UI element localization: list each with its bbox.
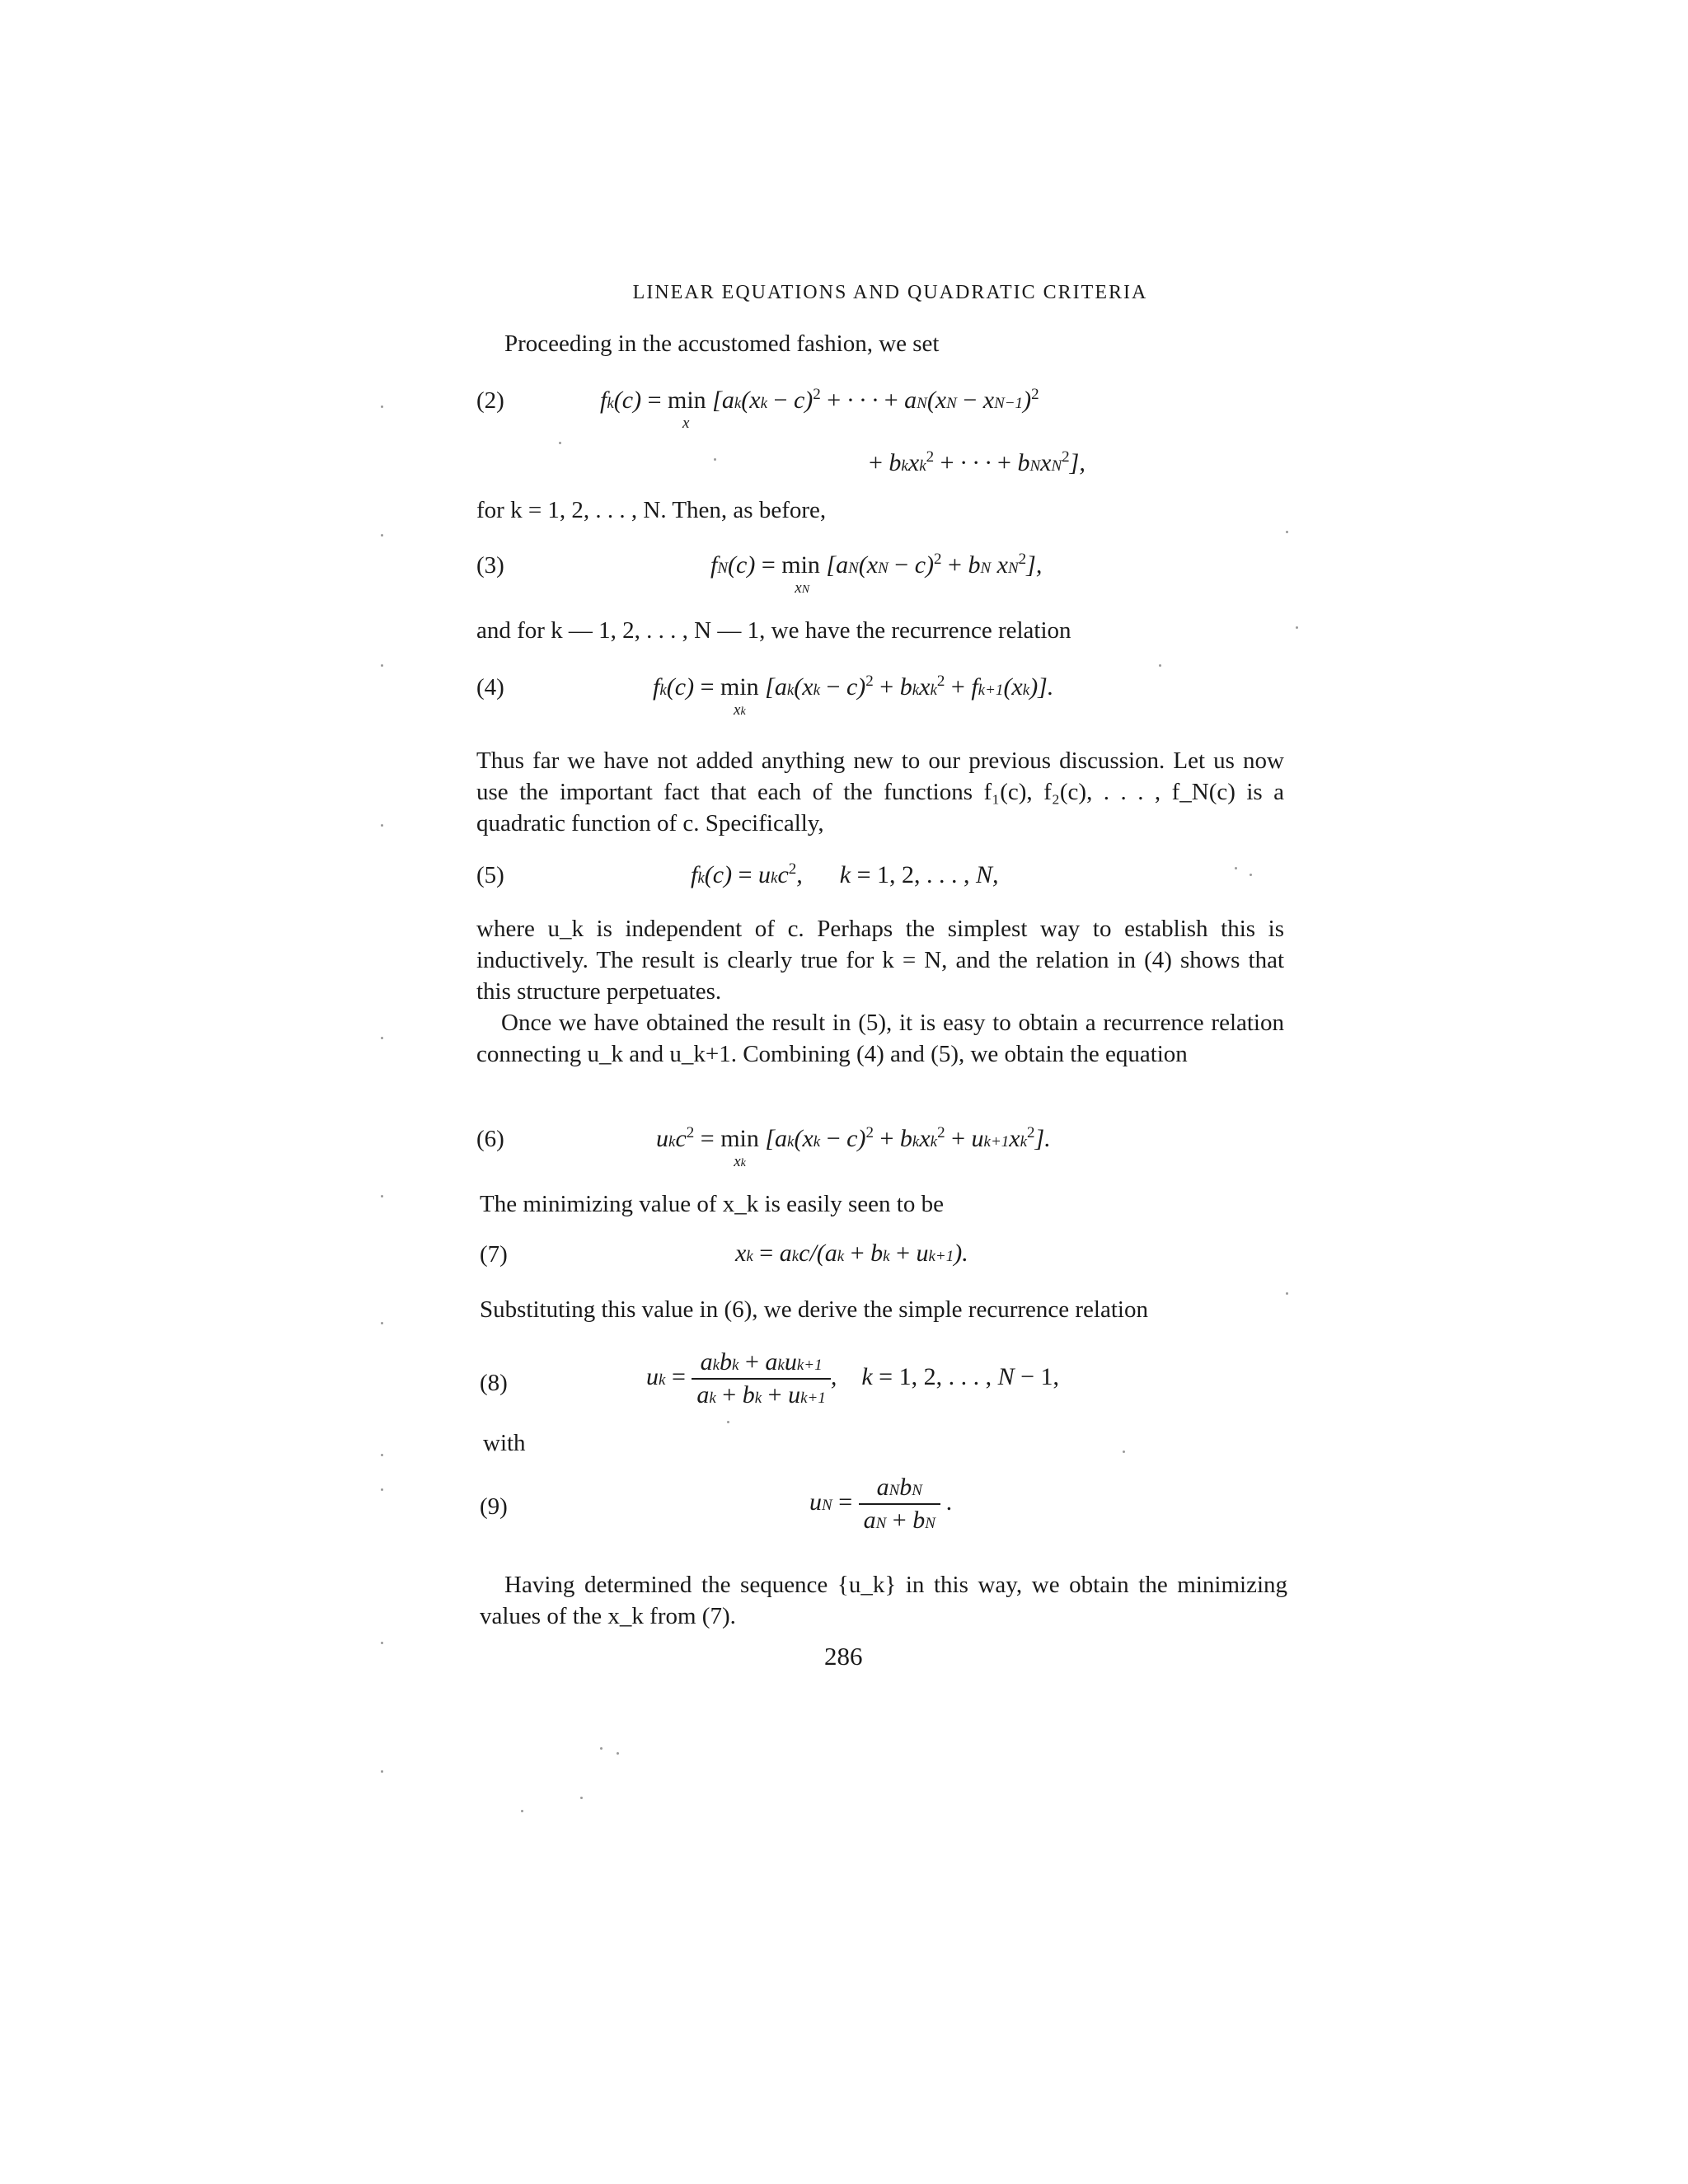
scan-speck <box>1250 874 1252 876</box>
equation-number-2: (2) <box>476 387 504 414</box>
scan-speck <box>1123 1451 1125 1453</box>
equation-number-5: (5) <box>476 862 504 888</box>
paragraph-then: for k = 1, 2, . . . , N. Then, as before, <box>476 497 827 523</box>
paragraph-minimizing: The minimizing value of x_k is easily seen to be <box>480 1191 944 1217</box>
scan-speck <box>381 534 383 537</box>
scan-speck <box>559 442 561 444</box>
scan-speck <box>1286 531 1288 533</box>
scan-speck <box>381 1322 383 1324</box>
equation-2-line-2: + bkxk$^2$ + · · · + bNxN$^2$], <box>869 448 1085 476</box>
scan-speck <box>381 1770 383 1773</box>
equation-number-6: (6) <box>476 1126 504 1152</box>
scan-speck <box>381 1454 383 1456</box>
paragraph-conclusion: Having determined the sequence {u_k} in this way, we obtain the minimizing values of the x_k from (7). <box>480 1572 1287 1629</box>
equation-4: fk(c) = min xk [ak(xk − c)$^2$ + bkxk$^2$ + fk+1(xk)]. <box>653 673 1054 719</box>
paragraph-with: with <box>483 1430 526 1456</box>
scan-speck <box>727 1421 729 1423</box>
scan-speck <box>1296 626 1298 629</box>
scan-speck <box>580 1797 583 1799</box>
scan-speck <box>381 1642 383 1644</box>
equation-8: uk = $\frac{\text{akbk + akuk+1}}{ak + bk + uk+1}$ , k = 1, 2, . . . , N − 1, <box>646 1348 1060 1408</box>
scan-speck <box>617 1752 619 1755</box>
scan-speck <box>381 1195 383 1197</box>
scan-speck <box>1286 1292 1288 1295</box>
scan-speck <box>714 458 716 461</box>
running-header: LINEAR EQUATIONS AND QUADRATIC CRITERIA <box>632 282 1148 303</box>
equation-2-line-1: fk(c) = min x [ak(xk − c)$^2$ + · · · + aN(xN − xN−1)$^2$ <box>600 386 1039 432</box>
scan-speck <box>381 405 383 408</box>
scan-speck <box>381 1488 383 1491</box>
scan-speck <box>381 824 383 827</box>
scan-speck <box>381 1037 383 1039</box>
scan-speck <box>600 1747 603 1750</box>
equation-number-3: (3) <box>476 552 504 579</box>
equation-number-7: (7) <box>480 1241 508 1268</box>
paragraph-inductive: where u_k is independent of c. Perhaps the simplest way to establish this is inductively. The result is clearly true for k = N, and the relation in (4) shows that this structure perpetuates. <box>476 916 1284 1005</box>
paragraph-recurrence-intro: and for k — 1, 2, . . . , N — 1, we have the recurrence relation <box>476 617 1071 644</box>
equation-9: uN = $\frac{\text{aNbN}}{aN + bN}$ . <box>809 1474 953 1534</box>
equation-7: xk = akc/(ak + bk + uk+1). <box>735 1240 968 1267</box>
paragraph-quadratic-fact: Thus far we have not added anything new to our previous discussion. Let us now use the important fact that each of the functions f₁(c), f₂(c), . . . , f_N(c) is a quadratic function of c. Specifically, <box>476 748 1284 837</box>
paragraph-intro: Proceeding in the accustomed fashion, we set <box>504 330 940 357</box>
equation-3: fN(c) = min xN [aN(xN − c)$^2$ + bN $xN^2$], <box>710 551 1043 597</box>
scan-speck <box>381 664 383 667</box>
equation-5: fk(c) = ukc$^2$, k = 1, 2, . . . , N, <box>691 860 999 888</box>
paragraph-substituting: Substituting this value in (6), we derive the simple recurrence relation <box>480 1296 1148 1323</box>
equation-6: ukc$^2$ = min xk [ak(xk − c)$^2$ + bkxk$^2$ + $uk+1xk^2$]. <box>656 1124 1051 1170</box>
scan-speck <box>1235 867 1237 869</box>
equation-number-9: (9) <box>480 1493 508 1520</box>
scan-speck <box>1159 664 1161 667</box>
paragraph-combining: Once we have obtained the result in (5), it is easy to obtain a recurrence relation connecting u_k and u_k+1. Combining (4) and (5), we obtain the equation <box>476 1010 1284 1067</box>
page-number: 286 <box>824 1642 863 1671</box>
equation-number-8: (8) <box>480 1370 508 1396</box>
equation-number-4: (4) <box>476 674 504 701</box>
scan-speck <box>521 1810 523 1812</box>
